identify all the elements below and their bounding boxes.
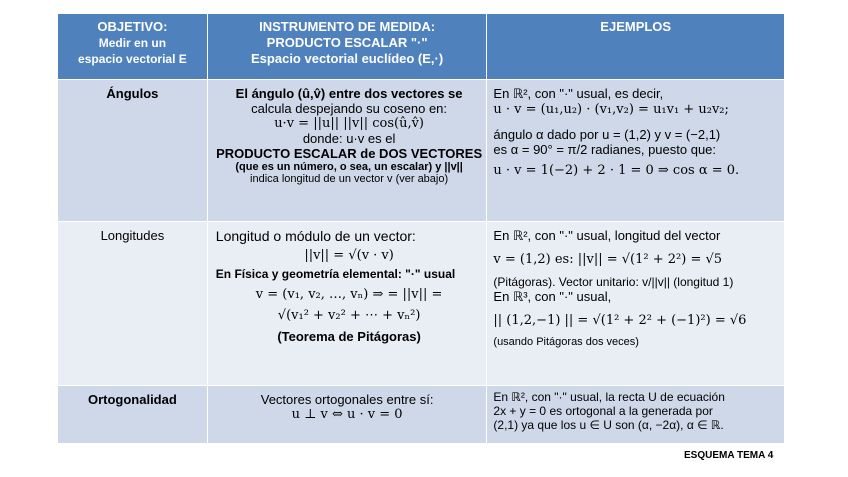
text-line: indica longitud de un vector v (ver abajo) <box>250 173 449 185</box>
table-row <box>57 386 785 444</box>
orthogonality-definition <box>208 386 488 444</box>
row-label-cell <box>58 222 208 386</box>
text-line: En ℝ², con "·" usual, es decir, <box>493 86 664 101</box>
text-line: En ℝ², con "·" usual, la recta U de ecuación <box>493 390 725 404</box>
header-objetivo-line: Medir en un <box>98 36 167 50</box>
text-line: El ángulo (û,v̂) entre dos vectores se <box>235 86 463 101</box>
header-ejemplos-label: EJEMPLOS <box>600 19 672 34</box>
table-row <box>57 222 785 386</box>
header-objetivo-line: espacio vectorial E <box>78 52 187 66</box>
text-line: En Física y geometría elemental: "·" usual <box>215 267 456 281</box>
text-line: (que es un número, o sea, un escalar) y ||v|| <box>235 161 463 173</box>
table-row <box>57 80 785 222</box>
header-instrumento-line: INSTRUMENTO DE MEDIDA: <box>259 19 436 34</box>
text-line: En ℝ³, con "·" usual, <box>493 289 612 304</box>
text-line: (Teorema de Pitágoras) <box>277 329 421 344</box>
text-line: 2x + y = 0 es ortogonal a la generada por <box>493 404 713 418</box>
text-line: (Pitágoras). Vector unitario: v/||v|| (longitud 1) <box>493 275 734 289</box>
row-label-cell <box>58 386 208 444</box>
header-instrumento-line: Espacio vectorial euclídeo (E,·) <box>251 51 444 66</box>
formula: || (1,2,−1) || = √(1² + 2² + (−1)²) = √6 <box>493 313 747 328</box>
text-line: PRODUCTO ESCALAR de DOS VECTORES <box>216 146 483 161</box>
header-instrumento-line: PRODUCTO ESCALAR "·" <box>266 35 428 50</box>
text-line: Longitud o módulo de un vector: <box>215 228 416 244</box>
header-ejemplos <box>487 14 785 80</box>
text-line: Vectores ortogonales entre sí: <box>260 392 434 407</box>
formula: u·v = ||u|| ||v|| cos(û,v̂) <box>274 116 424 131</box>
row-label: Ángulos <box>106 86 159 101</box>
length-example <box>487 222 785 386</box>
row-label: Longitudes <box>100 228 165 243</box>
formula: u ⊥ v ⇔ u · v = 0 <box>291 407 403 422</box>
text-line: calcula despejando su coseno en: <box>251 101 448 116</box>
text-line: es α = 90° = π/2 radianes, puesto que: <box>493 142 717 157</box>
angle-definition <box>208 80 488 222</box>
length-definition <box>208 222 488 386</box>
text-line: En ℝ², con "·" usual, longitud del vector <box>493 228 721 243</box>
text-line: ángulo α dado por u = (1,2) y v = (−2,1) <box>493 127 721 142</box>
footer-label: ESQUEMA TEMA 4 <box>684 450 774 461</box>
formula: v = (v₁, v₂, …, vₙ) ⇒ = ||v|| = <box>255 287 443 302</box>
orthogonality-example <box>487 386 785 444</box>
header-objetivo-line: OBJETIVO: <box>97 19 168 34</box>
formula: v = (1,2) es: ||v|| = √(1² + 2²) = √5 <box>493 252 723 267</box>
text-line: donde: u·v es el <box>302 131 396 146</box>
formula: √(v₁² + v₂² + ⋯ + vₙ²) <box>277 308 421 323</box>
formula: u · v = (u₁,u₂) · (v₁,v₂) = u₁v₁ + u₂v₂; <box>493 102 729 117</box>
text-line: (usando Pitágoras dos veces) <box>493 336 639 348</box>
text-line: (2,1) ya que los u ∈ U son (α, −2α), α ∈ ℝ. <box>493 418 724 432</box>
formula: u · v = 1(−2) + 2 · 1 = 0 ⇒ cos α = 0. <box>493 163 740 178</box>
scheme-table <box>57 14 785 444</box>
row-label-cell <box>58 80 208 222</box>
header-objetivo <box>58 14 208 80</box>
row-label: Ortogonalidad <box>87 392 177 407</box>
formula: ||v|| = √(v · v) <box>304 248 394 263</box>
angle-example <box>487 80 785 222</box>
table-header <box>57 14 785 80</box>
header-instrumento <box>208 14 488 80</box>
